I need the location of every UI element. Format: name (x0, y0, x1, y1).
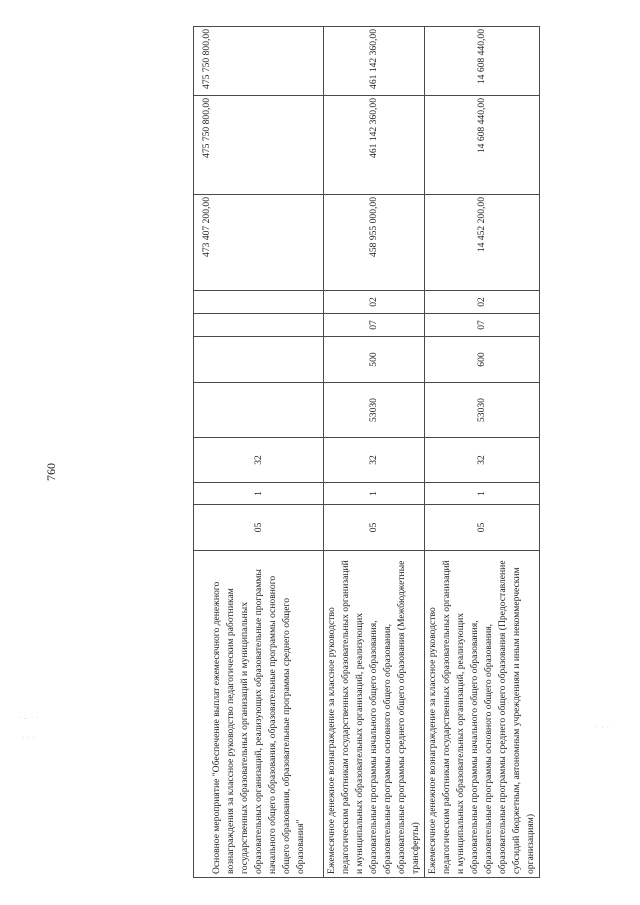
code-subsection (193, 291, 323, 314)
amount-year-2: 14 608 440,00 (424, 96, 539, 195)
code-subprogram: 1 (193, 483, 323, 505)
table-row (193, 27, 323, 878)
code-direction (193, 383, 323, 438)
code-direction: 53030 (424, 383, 539, 438)
code-expense-type (193, 337, 323, 383)
code-subprogram: 1 (424, 483, 539, 505)
scan-artifact: : · · (22, 735, 36, 741)
budget-table (193, 26, 540, 878)
code-subsection: 02 (323, 291, 424, 314)
code-activity: 32 (424, 438, 539, 483)
scan-artifact: · .. · · (18, 715, 40, 721)
code-section: 07 (323, 314, 424, 337)
code-program: 05 (323, 505, 424, 551)
code-subprogram: 1 (323, 483, 424, 505)
code-section: 07 (424, 314, 539, 337)
code-expense-type: 600 (424, 337, 539, 383)
amount-year-1: 458 955 000,00 (323, 195, 424, 291)
code-program: 05 (193, 505, 323, 551)
amount-year-3: 475 750 800,00 (193, 27, 323, 96)
code-expense-type: 500 (323, 337, 424, 383)
row-description: Ежемесячное денежное вознаграждение за классное руководство педагогическим работникам государственных образовательных организаций и муниципальных образовательных организаций, реализующих образовательные программы начального общего образования, образовательные программы основного общего образования, образовательные программы среднего общего образования (Предоставление субсидий бюджетным, автономным учреждениям и иным некоммерческим организациям) (424, 551, 539, 878)
amount-year-3: 461 142 360,00 (323, 27, 424, 96)
amount-year-3: 14 608 440,00 (424, 27, 539, 96)
table-row (323, 27, 424, 878)
code-subsection: 02 (424, 291, 539, 314)
row-description: Ежемесячное денежное вознаграждение за классное руководство педагогическим работникам государственных образовательных организаций и муниципальных образовательных организаций, реализующих образовательные программы начального общего образования, образовательные программы основного общего образования, образовательные программы среднего общего образования (Межбюджетные трансферты) (323, 551, 424, 878)
amount-year-2: 461 142 360,00 (323, 96, 424, 195)
amount-year-2: 475 750 800,00 (193, 96, 323, 195)
code-program: 05 (424, 505, 539, 551)
row-description: Основное мероприятие "Обеспечение выплат ежемесячного денежного вознаграждения за классное руководство педагогическим работникам государственных образовательных организаций и муниципальных образовательных организаций, реализующих образовательные программы начального общего образования, образовательные программы основного общего образования, образовательные программы среднего общего образования" (193, 551, 323, 878)
code-section (193, 314, 323, 337)
amount-year-1: 473 407 200,00 (193, 195, 323, 291)
code-direction: 53030 (323, 383, 424, 438)
table-row (424, 27, 539, 878)
code-activity: 32 (323, 438, 424, 483)
scan-artifact: · · · (596, 725, 610, 731)
code-activity: 32 (193, 438, 323, 483)
budget-table-rotated (193, 27, 536, 878)
page-number: 760 (44, 463, 58, 481)
amount-year-1: 14 452 200,00 (424, 195, 539, 291)
